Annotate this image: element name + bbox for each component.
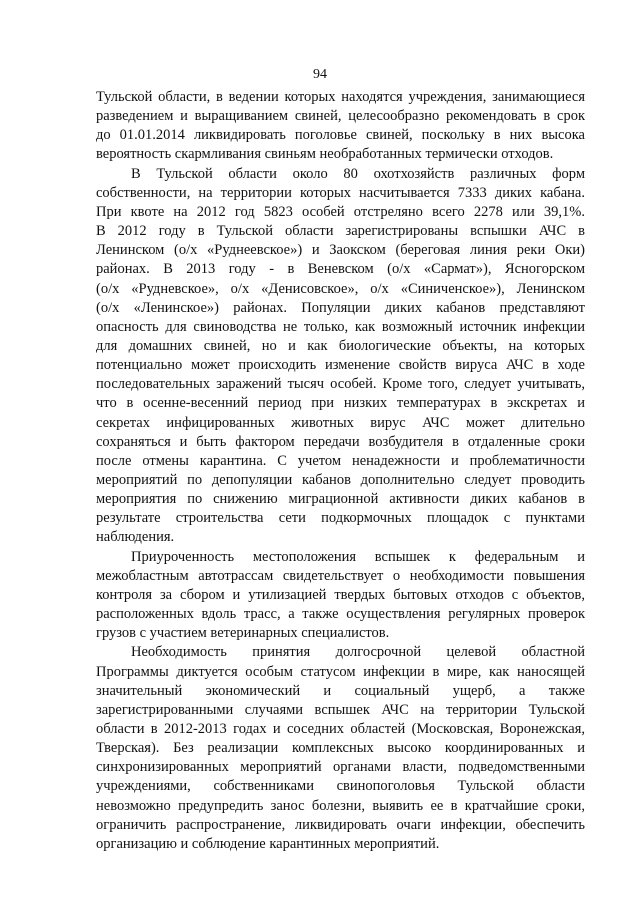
text-line: после отмены карантина. С учетом ненадежности и проблематичности bbox=[96, 453, 585, 469]
text-line: (о/х «Рудневское», о/х «Денисовское», о/х «Синиченское»), Ленинском bbox=[96, 281, 585, 297]
text-line: Тверская). Без реализации комплексных высоко координированных и bbox=[96, 740, 585, 756]
text-line: невозможно предупредить занос болезни, выявить ее в кратчайшие сроки, bbox=[96, 798, 585, 814]
text-line: последовательных заражений тысяч особей. Кроме того, следует учитывать, bbox=[96, 376, 585, 392]
text-line: В 2012 году в Тульской области зарегистрированы вспышки АЧС в bbox=[96, 223, 585, 239]
text-line: опасность для свиноводства не только, как возможный источник инфекции bbox=[96, 319, 585, 335]
text-line: вероятность скармливания свиньям необработанных термически отходов. bbox=[96, 146, 554, 162]
text-line: При квоте на 2012 год 5823 особей отстреляно всего 2278 или 39,1%. bbox=[96, 204, 585, 220]
text-line: результате строительства сети подкормочных площадок с пунктами bbox=[96, 510, 585, 526]
text-line: межобластным автотрассам свидетельствует о необходимости повышения bbox=[96, 568, 585, 584]
text-line: организацию и соблюдение карантинных мероприятий. bbox=[96, 836, 440, 852]
text-line: значительный экономический и социальный ущерб, а также bbox=[96, 683, 585, 699]
text-line: сохраняться и быть фактором передачи возбудителя в отдаленные сроки bbox=[96, 434, 585, 450]
text-line: районах. В 2013 году - в Веневском (о/х «Сармат»), Ясногорском bbox=[96, 261, 585, 277]
text-line: контроля за сбором и утилизацией твердых бытовых отходов с объектов, bbox=[96, 587, 585, 603]
text-line: разведением и выращиванием свиней, целесообразно рекомендовать в срок bbox=[96, 108, 585, 124]
text-line: наблюдения. bbox=[96, 529, 175, 545]
text-line: В Тульской области около 80 охотхозяйств различных форм bbox=[131, 166, 585, 182]
text-line: ограничить распространение, ликвидировать очаги инфекции, обеспечить bbox=[96, 817, 585, 833]
text-line: до 01.01.2014 ликвидировать поголовье свиней, поскольку в них высока bbox=[96, 127, 585, 143]
text-line: Тульской области, в ведении которых находятся учреждения, занимающиеся bbox=[96, 89, 585, 105]
text-line: мероприятий по депопуляции кабанов дополнительно следует проводить bbox=[96, 472, 585, 488]
text-line: что в осенне-весенний период при низких температурах в экскретах и bbox=[96, 395, 585, 411]
text-line: учреждениями, собственниками свинопоголовья Тульской области bbox=[96, 778, 585, 794]
text-line: зарегистрированными случаями вспышек АЧС на территории Тульской bbox=[96, 702, 585, 718]
text-line: Необходимость принятия долгосрочной целевой областной bbox=[131, 644, 585, 660]
text-line: мероприятия по снижению миграционной активности диких кабанов в bbox=[96, 491, 585, 507]
text-line: синхронизированных мероприятий органами власти, подведомственными bbox=[96, 759, 585, 775]
text-line: Ленинском (о/х «Руднеевское») и Заокском (береговая линия реки Оки) bbox=[96, 242, 585, 258]
text-line: области в 2012-2013 годах и соседних областей (Московская, Воронежская, bbox=[96, 721, 585, 737]
text-line: собственности, на территории которых насчитывается 7333 диких кабана. bbox=[96, 185, 585, 201]
page-number: 94 bbox=[313, 67, 327, 82]
text-line: потенциально может происходить изменение свойств вируса АЧС в ходе bbox=[96, 357, 585, 373]
text-line: Программы диктуется особым статусом инфекции в мире, как наносящей bbox=[96, 664, 585, 680]
text-line: грузов с участием ветеринарных специалистов. bbox=[96, 625, 390, 641]
text-line: секретах инфицированных животных вирус АЧС может длительно bbox=[96, 415, 585, 431]
text-line: расположенных вдоль трасс, а также осуществления регулярных проверок bbox=[96, 606, 585, 622]
text-line: Приуроченность местоположения вспышек к федеральным и bbox=[131, 549, 585, 565]
text-line: (о/х «Ленинское») районах. Популяции диких кабанов представляют bbox=[96, 300, 585, 316]
text-line: для домашних свиней, но и как биологические объекты, на которых bbox=[96, 338, 585, 354]
